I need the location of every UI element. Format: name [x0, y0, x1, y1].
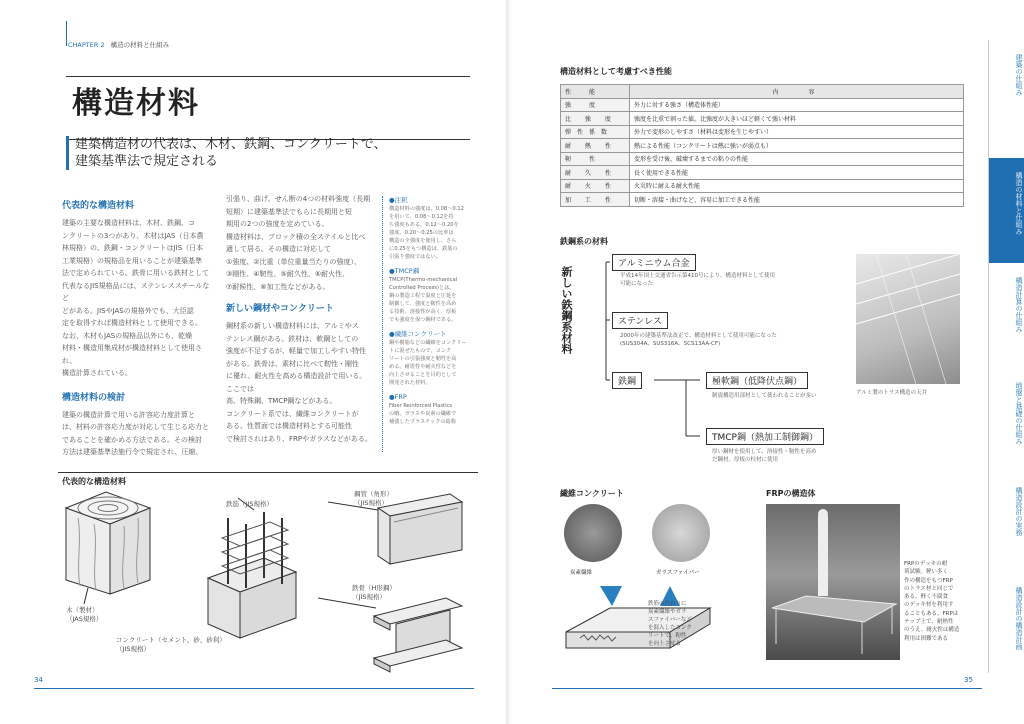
page-number-left: 34	[34, 676, 43, 684]
text-line: コンクリート（セメント、砂、砂利）	[116, 636, 226, 644]
text-line: 鋼材系の新しい構造材料には、アルミやス	[226, 322, 359, 330]
text-line: のデッキ材を利用す	[904, 602, 954, 609]
note-heading-3: ●繊維コンクリート	[389, 330, 447, 338]
table-cell: 火災時に耐える耐火性能	[630, 179, 964, 193]
text-line: に0.25をもつ構造は、鉄筋の	[389, 246, 458, 252]
tree-node-steel: 鉄鋼	[612, 372, 642, 389]
page-number-right: 35	[964, 676, 973, 684]
sidebar-tab-3[interactable]: 構造計算の仕組み	[988, 263, 1024, 368]
table-row	[561, 125, 964, 139]
text-line: （JIS規格）	[352, 593, 386, 601]
table-cell: 強 度	[561, 98, 630, 112]
text-line: で検討されはあり、FRPやガラスなどがある。	[226, 434, 372, 443]
right-page	[512, 0, 1024, 724]
note-4	[389, 402, 481, 426]
text-line: 2000年の建築基準法改正で、構造材料として使用可能になった	[620, 333, 777, 339]
footer-rule-right	[552, 688, 982, 689]
tube-label	[354, 490, 393, 508]
text-line: の略。ガラスや炭素の繊維で	[389, 411, 457, 417]
text-line: ンクリートの3つがあり、木材はJAS（日本農	[62, 231, 204, 240]
text-line: 工業規格）の規格品を用いることが建築基準	[62, 256, 202, 265]
text-line: 向上させることを目的として	[389, 372, 457, 378]
section-heading-2: 構造材料の検討	[62, 392, 126, 403]
text-line: 炭素繊維やガラ	[648, 609, 687, 615]
lead-line-2: 建築基準法で規定される	[75, 154, 219, 169]
table-header-row	[561, 85, 964, 99]
tree-desc-tmcp	[712, 448, 816, 464]
glass-fiber-label: ガラスファイバー	[656, 570, 700, 576]
sidebar-tab-2[interactable]: 構造の材料と仕組み	[988, 158, 1024, 263]
text-line: なお、木材もJASの規格品以外にも、乾燥	[62, 331, 193, 340]
text-line: 強度が不足するが、軽量で加工しやすい特性	[226, 347, 366, 355]
table-cell: 耐 火 性	[561, 179, 630, 193]
rebar-cage-icon	[208, 512, 296, 638]
text-line: 鋼管（角形）	[354, 490, 393, 498]
glass-fiber-photo	[652, 504, 710, 562]
text-line: リートの引張強度と靭性を高	[389, 356, 457, 362]
figure-rule	[58, 472, 478, 473]
table-cell: 耐 熱 性	[561, 139, 630, 153]
fiber-slab-diagram	[560, 578, 730, 662]
hbeam-label	[352, 584, 396, 602]
text-line: コンクリート系では、繊維コンクリートが	[226, 409, 359, 418]
text-line: ⑦耐候性、⑧加工性などがある。	[226, 282, 330, 291]
text-line: どがある。JISやJASの規格外でも、大臣認	[62, 306, 194, 315]
table-row	[561, 98, 964, 112]
text-line: 鉄骨（H形鋼）	[352, 584, 396, 592]
lead-line-1: 建築構造材の代表は、木材、鉄鋼、コンクリートで、	[75, 137, 387, 152]
ceiling-photo	[856, 254, 960, 384]
text-line: テンレス鋼がある。鉄材は、軟鋼としての	[226, 334, 359, 343]
text-line: 代表なるJIS規格品には、ステンレススチールなど	[62, 281, 210, 302]
text-line: でも強度を保つ鋼材である。	[389, 317, 457, 323]
table-cell: 長く使用できる性能	[630, 166, 964, 180]
performance-table	[560, 84, 964, 207]
text-line: (SUS304A、SUS316A、SCS13AA-CF)	[620, 341, 721, 347]
col2-para-1	[226, 193, 372, 293]
carbon-fiber-label: 炭素繊維	[570, 570, 593, 576]
text-line: 建築の構造計算で用いる許容応力度計算と	[62, 410, 195, 419]
chapter-header	[68, 40, 169, 49]
tree-desc-stainless	[620, 332, 777, 348]
text-line: 平成14年国土交通省告示第410号により、構造材料として使用	[620, 273, 775, 279]
table-row	[561, 179, 964, 193]
text-line: ある。性質面では構造材料とする可能性	[226, 422, 352, 430]
text-line: 荷試験。軽い多く	[904, 569, 949, 576]
text-line: 林規格）の、鉄鋼・コンクリートはJIS（日本	[62, 244, 204, 252]
sidebar-tab-6[interactable]: 構造設計の構造計画	[988, 573, 1024, 673]
materials-illustration	[58, 488, 478, 688]
text-line: 厚い鋼材を使用して、溶接性・靭性を高め	[712, 449, 817, 455]
text-line: スファイバーなど	[648, 617, 692, 623]
text-line: TMCP(Thermo-mechanical	[389, 277, 458, 283]
text-line: める。耐震性や耐火性などを	[389, 364, 457, 370]
note-heading-2: ●TMCP鋼	[389, 267, 420, 275]
figure-title: 代表的な構造材料	[62, 477, 126, 486]
note-heading-1: ●注釈	[389, 196, 408, 204]
note-heading-4: ●FRP	[389, 393, 407, 401]
table-cell: 靭 性	[561, 152, 630, 166]
text-line: 鋼の製造工程で温度と圧延を	[389, 293, 457, 299]
text-line: 作の構造をもつFRP	[904, 577, 953, 584]
table-cell: 熱による性能（コンクリートは熱に強いが弱点も）	[630, 139, 964, 153]
table-cell: 弾性係数	[561, 125, 630, 139]
text-line: 開発された材料。	[389, 380, 431, 386]
text-line: がある。鉄骨は、素材に比べて靭性・剛性	[226, 359, 359, 368]
frp-description	[904, 560, 959, 643]
text-line: 引張り、曲げ、せん断の4つの材料強度（長期	[226, 195, 371, 203]
column-1	[62, 198, 212, 459]
text-line: 建築の主要な構造材料は、木材、鉄鋼、コ	[62, 219, 195, 227]
note-3	[389, 339, 481, 387]
section-heading-3: 新しい鋼材やコンクリート	[226, 304, 334, 314]
text-line: は、材料の許容応力度が対応して生じる応力と	[62, 423, 209, 431]
rebar-label: 鉄筋（JIS規格）	[226, 500, 273, 508]
table-cell: 加 工 性	[561, 193, 630, 207]
note-1	[389, 205, 481, 261]
text-line: ることもある。FRPは	[904, 610, 959, 617]
table-cell: 外力で変形のしやすさ（材料は変形を生じやすい）	[630, 125, 964, 139]
text-line: 引張り強度ではない。	[389, 254, 441, 260]
text-line: ③剛性、④靭性、⑤耐久性、⑥耐火性、	[226, 270, 350, 278]
concrete-label	[116, 636, 226, 654]
table-title: 構造材料として考慮すべき性能	[560, 67, 672, 76]
table-cell: 比 強 度	[561, 112, 630, 126]
left-page	[0, 0, 507, 724]
text-line: Fiber Reinforced Plastics	[389, 403, 453, 409]
tree-node-aluminum: アルミニウム合金	[612, 254, 696, 271]
text-line: を用いて、0.08～0.12を持	[389, 214, 454, 220]
tree-node-stainless: ステンレス	[612, 312, 668, 329]
ceiling-photo-caption: アルミ製のトラス構造の天井	[856, 390, 928, 396]
section-heading-1: 代表的な構造材料	[62, 201, 135, 211]
text-line: 利用は困難である	[904, 635, 949, 642]
table-header-cell: 内 容	[630, 85, 964, 99]
table-header-cell: 性 能	[561, 85, 630, 99]
text-line: 強度、0.20～0.25の比率は	[389, 230, 454, 236]
table-row	[561, 152, 964, 166]
text-line: 短期）に建築基準法でもらに長期用と短	[226, 207, 352, 216]
sidebar-tab-5[interactable]: 構造設計の実務	[988, 473, 1024, 573]
chapter-title: 構造の材料と仕組み	[110, 41, 170, 49]
text-line: 補強したプラスチックの総称	[389, 419, 457, 425]
wood-block-icon	[66, 492, 150, 604]
table-cell: 変形を受け後、破壊するまでの粘りの性能	[630, 152, 964, 166]
table-cell: 外力に対する強さ（構造体性能）	[630, 98, 964, 112]
text-line: 制御して、強度と靭性を高め	[389, 301, 457, 307]
text-line: 材料・構造用集成材が構造材料として使用され、	[62, 344, 202, 365]
tree-vertical-label: 新しい鉄鋼系材料	[560, 266, 573, 354]
table-row	[561, 139, 964, 153]
text-line: テップ上で、耐熱性	[904, 619, 954, 626]
tree-desc-aluminum	[620, 272, 775, 288]
text-line: 法で定められている。鉄骨に用いる鉄材として	[62, 269, 209, 277]
text-line: ある。軽く不腐食	[904, 594, 949, 601]
notes-column	[382, 196, 481, 452]
column-2	[226, 193, 372, 445]
text-line: リートで、靭性	[648, 633, 687, 639]
frp-title: FRPの構造体	[766, 489, 816, 498]
text-line: トに混ぜたもので、コンク	[389, 348, 452, 354]
col1-para-2	[62, 409, 212, 459]
tree-title: 鉄鋼系の材料	[560, 237, 608, 246]
text-line: 高、特殊鋼、TMCP鋼などがある。	[226, 397, 337, 405]
tree-node-low-yield: 極軟鋼（低降伏点鋼）	[706, 372, 808, 389]
text-line: を混入したコンク	[648, 625, 692, 631]
text-line: ①強度、②比重（単位重量当たりの強度）、	[226, 257, 362, 266]
text-line: 鉄筋の代わりに	[648, 601, 687, 607]
sidebar-tab-1[interactable]: 建築の仕組み	[988, 40, 1024, 170]
truss-ceiling-icon	[856, 254, 960, 384]
text-line: 期用の2つの強度を定めている。	[226, 220, 329, 228]
text-line: であることを確かめる方法である。その検討	[62, 435, 202, 444]
table-row	[561, 112, 964, 126]
text-line: のトラス材と同じで	[904, 585, 954, 592]
carbon-fiber-photo	[564, 504, 622, 562]
text-line: る技術。溶接性が高く、厚板	[389, 309, 457, 315]
chapter-rule	[66, 21, 67, 46]
tree-desc-low-yield: 制震構造用部材として使われることが多い	[712, 393, 817, 399]
text-line: Controlled Process)とは、	[389, 285, 455, 291]
text-line: 木（製材）	[66, 606, 99, 614]
lead-block	[66, 136, 475, 170]
wood-label	[66, 606, 102, 624]
table-cell: 耐 久 性	[561, 166, 630, 180]
sidebar-tab-4[interactable]: 地盤と基礎の仕組み	[988, 368, 1024, 473]
text-line: （JAS規格）	[66, 615, 103, 623]
text-line: （JIS規格）	[354, 499, 388, 507]
col1-para-1	[62, 217, 212, 380]
text-line: 方法は建築基準法施行令で規定され、圧縮、	[62, 448, 203, 456]
table-cell: 切断・溶接・曲げなど、容易に加工できる性能	[630, 193, 964, 207]
fiber-description	[648, 600, 692, 648]
text-line: だ鋼材。厚板の柱材に使用	[712, 457, 779, 463]
text-line: 適して居る。その構造に対応して	[226, 245, 331, 253]
text-line: 定を取得すれば構造材料として使用できる。	[62, 319, 202, 327]
text-line: 構造材料は、ブロック積の全ステイルと比べ	[226, 232, 366, 241]
text-line: 可能になった	[620, 281, 654, 287]
text-line: 構造計算されている。	[62, 369, 132, 377]
frp-photo	[766, 504, 900, 660]
table-cell: 強度を比重で割った値。比強度が大きいほど軽くて強い材料	[630, 112, 964, 126]
tree-node-tmcp: TMCP鋼（熱加工制御鋼）	[706, 428, 824, 445]
text-line: 構造の全強度を使用し、さら	[389, 238, 457, 244]
table-row	[561, 193, 964, 207]
table-row	[561, 166, 964, 180]
text-line: FRPのデッキの耐	[904, 561, 948, 567]
text-line: ち強度もある。0.12～0.20を	[389, 222, 459, 228]
text-line: （JIS規格）	[116, 645, 150, 653]
text-line: のうえ、耐火性は構造	[904, 627, 960, 634]
text-line: を向上させる	[648, 641, 682, 647]
footer-rule-left	[34, 688, 474, 689]
note-2	[389, 276, 481, 324]
text-line: 鋼や樹脂などの繊維をコンクリー	[389, 340, 467, 346]
page-title: 構造材料	[72, 86, 200, 121]
text-line: に優れ、耐火性を高める構造設計で用いる。ここでは	[226, 372, 367, 393]
col2-para-2	[226, 320, 372, 445]
chapter-label: CHAPTER 2	[68, 41, 105, 49]
frp-structure-icon	[766, 504, 900, 660]
text-line: 構造材料の強度は、0.08～0.12	[389, 206, 464, 212]
fiber-title: 繊維コンクリート	[560, 489, 624, 498]
